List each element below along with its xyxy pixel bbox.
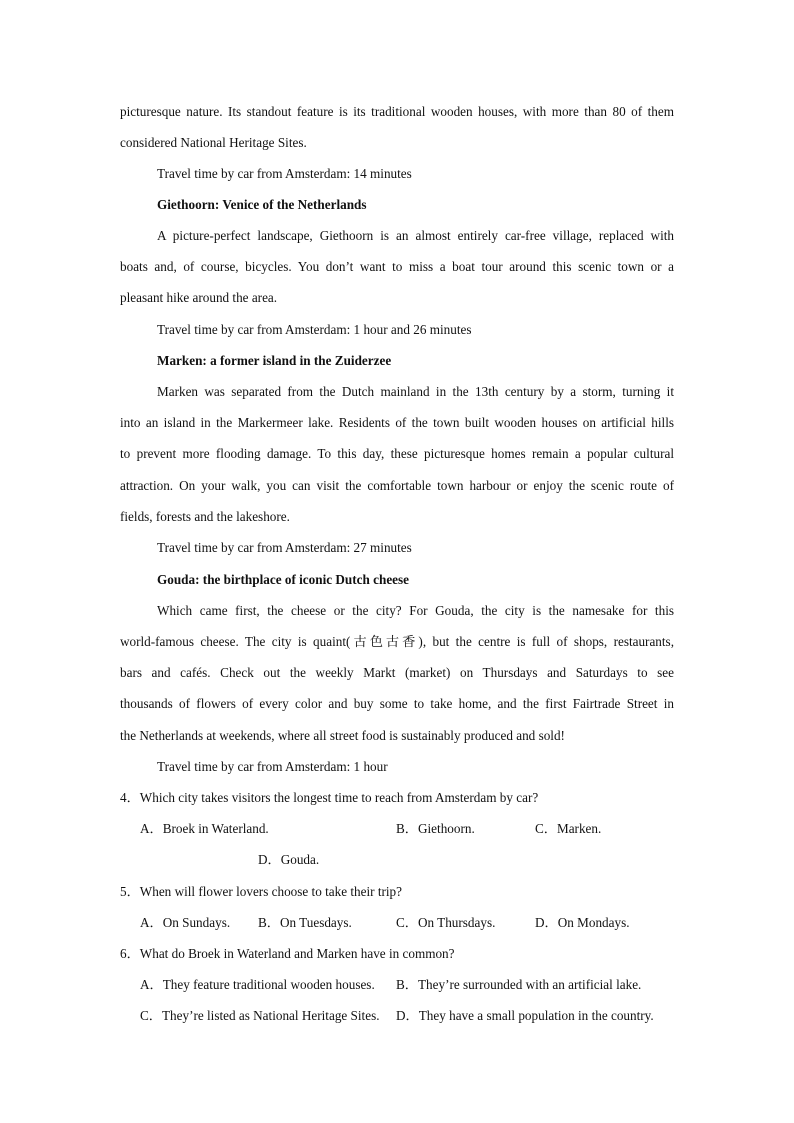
gouda-paragraph-line-4: thousands of flowers of every color and buy some to take home, and the first Fairtrade Street in <box>120 696 674 711</box>
broek-paragraph-line-2: considered National Heritage Sites. <box>120 135 307 150</box>
question-4-option-a[interactable]: A．Broek in Waterland. <box>140 821 269 836</box>
broek-paragraph-line-1: picturesque nature. Its standout feature is its traditional wooden houses, with more than 80 of them <box>120 104 674 119</box>
question-5-option-d[interactable]: D．On Mondays. <box>535 915 630 930</box>
question-4-option-b[interactable]: B．Giethoorn. <box>396 821 475 836</box>
gouda-paragraph-line-5: the Netherlands at weekends, where all street food is sustainably produced and sold! <box>120 728 565 743</box>
giethoorn-travel-time: Travel time by car from Amsterdam: 1 hour and 26 minutes <box>157 322 472 337</box>
gouda-paragraph-line-2: world-famous cheese. The city is quaint(古色古香), but the centre is full of shops, restaurants, <box>120 634 674 649</box>
giethoorn-heading: Giethoorn: Venice of the Netherlands <box>157 197 367 212</box>
question-6-option-a[interactable]: A．They feature traditional wooden houses. <box>140 977 375 992</box>
marken-paragraph-line-3: to prevent more flooding damage. To this day, these picturesque homes remain a popular cultural <box>120 446 674 461</box>
question-6-stem: 6．What do Broek in Waterland and Marken have in common? <box>120 946 455 961</box>
giethoorn-paragraph-line-2: boats and, of course, bicycles. You don’t want to miss a boat tour around this scenic town or a <box>120 259 674 274</box>
marken-travel-time: Travel time by car from Amsterdam: 27 minutes <box>157 540 412 555</box>
giethoorn-paragraph-line-3: pleasant hike around the area. <box>120 290 278 305</box>
broek-travel-time: Travel time by car from Amsterdam: 14 minutes <box>157 166 412 181</box>
question-4-stem: 4．Which city takes visitors the longest time to reach from Amsterdam by car? <box>120 790 539 805</box>
question-6-option-c[interactable]: C．They’re listed as National Heritage Sites. <box>140 1008 380 1023</box>
question-4-option-d[interactable]: D．Gouda. <box>258 852 320 867</box>
gouda-paragraph-line-3: bars and cafés. Check out the weekly Markt (market) on Thursdays and Saturdays to see <box>120 665 674 680</box>
giethoorn-paragraph-line-1: A picture-perfect landscape, Giethoorn is an almost entirely car-free village, replaced with <box>157 228 674 243</box>
marken-paragraph-line-2: into an island in the Markermeer lake. Residents of the town built wooden houses on artificial hills <box>120 415 674 430</box>
marken-paragraph-line-1: Marken was separated from the Dutch mainland in the 13th century by a storm, turning it <box>157 384 674 399</box>
marken-paragraph-line-4: attraction. On your walk, you can visit the comfortable town harbour or enjoy the scenic route of <box>120 478 674 493</box>
marken-heading: Marken: a former island in the Zuiderzee <box>157 353 392 368</box>
marken-paragraph-line-5: fields, forests and the lakeshore. <box>120 509 290 524</box>
question-5-option-b[interactable]: B．On Tuesdays. <box>258 915 352 930</box>
question-6-option-d[interactable]: D．They have a small population in the country. <box>396 1008 654 1023</box>
gouda-travel-time: Travel time by car from Amsterdam: 1 hour <box>157 759 388 774</box>
question-5-option-c[interactable]: C．On Thursdays. <box>396 915 496 930</box>
question-5-stem: 5．When will flower lovers choose to take their trip? <box>120 884 402 899</box>
question-5-option-a[interactable]: A．On Sundays. <box>140 915 231 930</box>
gouda-paragraph-line-1: Which came first, the cheese or the city? For Gouda, the city is the namesake for this <box>157 603 674 618</box>
gouda-heading: Gouda: the birthplace of iconic Dutch cheese <box>157 572 410 587</box>
question-4-option-c[interactable]: C．Marken. <box>535 821 602 836</box>
question-6-option-b[interactable]: B．They’re surrounded with an artificial lake. <box>396 977 642 992</box>
